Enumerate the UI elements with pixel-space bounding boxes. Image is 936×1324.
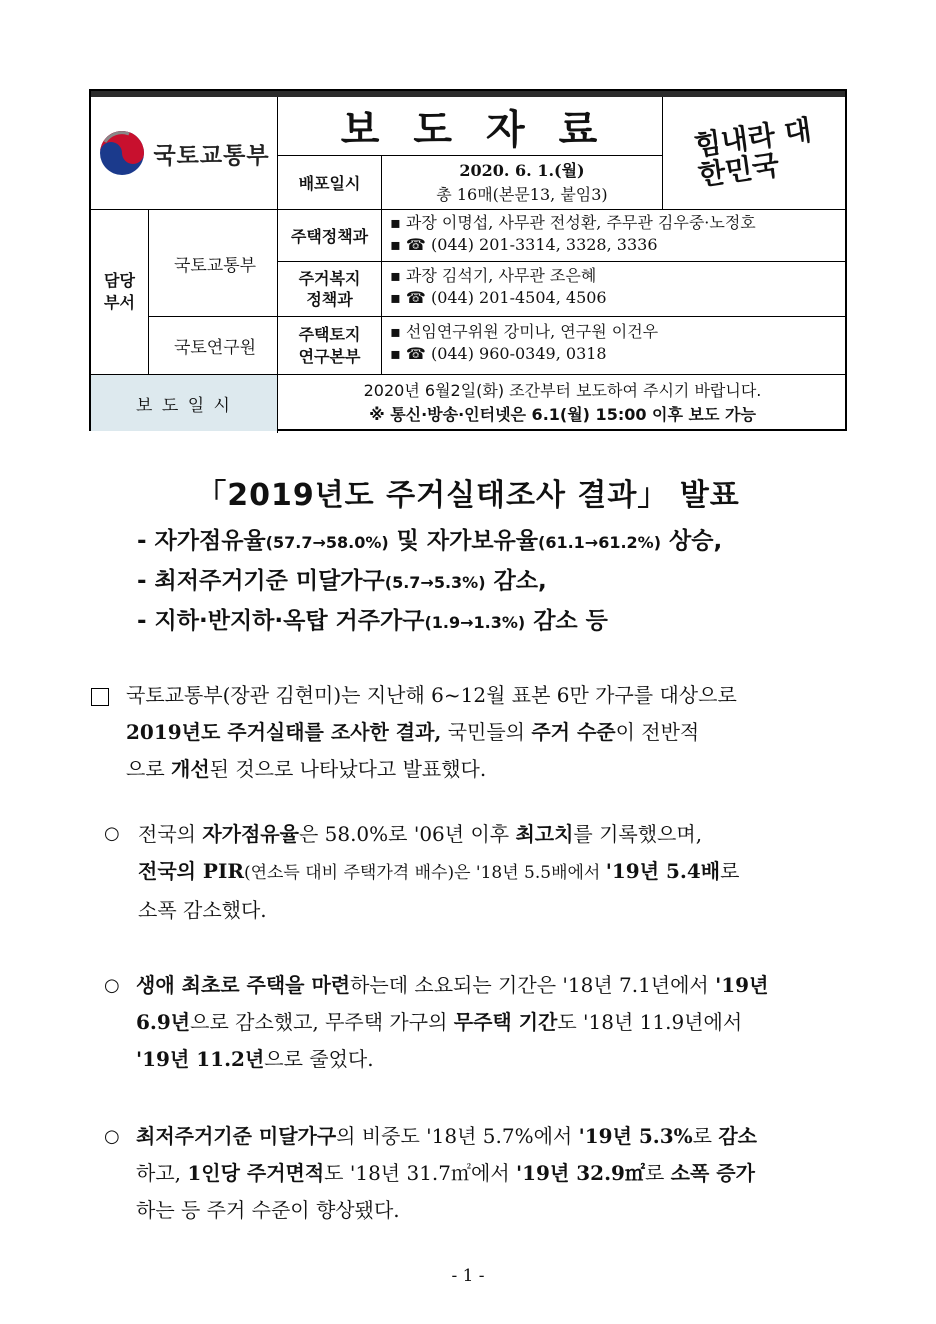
paragraph-bullet-2: 생애 최초로 주택을 마련하는데 소요되는 기간은 '18년 7.1년에서 '19년 6.9년으로 감소했고, 무주택 가구의 무주택 기간도 '18년 11.9년에서 '19년 11.2년으로 줄었다. (136, 973, 769, 1071)
division-name-line1: 주거복지 (298, 269, 361, 288)
release-info (278, 375, 847, 431)
distribution-date: 2020. 6. 1.(월) (459, 160, 585, 180)
distribution-label: 배포일시 (298, 174, 361, 193)
ministry-logo-area (91, 97, 278, 209)
division-name-line2: 연구본부 (298, 346, 361, 366)
headline-title: 「2019년도 주거실태조사 결과」 발표 (196, 478, 740, 513)
staff-list: ▪ 선임연구위원 강미나, 연구원 이건우 (390, 322, 659, 341)
ministry-name: 국토교통부 (153, 142, 270, 169)
dept-label-line1: 담당 (104, 271, 135, 290)
release-line1: 2020년 6월2일(화) 조간부터 보도하여 주시기 바랍니다. (363, 381, 762, 400)
distribution-pages: 총 16매(본문13, 붙임3) (436, 184, 608, 204)
division-name-line1: 주택토지 (298, 324, 361, 344)
division-housing-welfare-contact (382, 265, 847, 309)
phone-numbers: ▪ ☎ (044) 960-0349, 0318 (390, 344, 607, 363)
division-housing-welfare (278, 262, 381, 316)
paragraph-bullet-1: 전국의 자가점유율은 58.0%로 '06년 이후 최고치를 기록했으며, 전국의 PIR(연소득 대비 주택가격 배수)은 '18년 5.5배에서 '19년 5.4배로 소폭 감소했다. (138, 822, 740, 922)
release-label: 보 도 일 시 (136, 395, 232, 416)
paragraph-bullet-3: 최저주거기준 미달가구의 비중도 '18년 5.7%에서 '19년 5.3%로 감소 하고, 1인당 주거면적도 '18년 31.7㎡에서 '19년 32.9㎡로 소폭 증가 하는 등 주거 수준이 향상됐다. (136, 1124, 757, 1222)
phone-numbers: ▪ ☎ (044) 201-4504, 4506 (390, 288, 607, 307)
division-housing-land-research (278, 317, 381, 374)
page-number: - 1 - (451, 1266, 485, 1286)
press-header-table (89, 89, 847, 431)
headline-sub-2: - 최저주거기준 미달가구(5.7→5.3%) 감소, (137, 568, 547, 594)
circle-bullet-icon: ○ (104, 1126, 120, 1147)
staff-list: ▪ 과장 이명섭, 사무관 전성환, 주무관 김우중·노정호 (390, 213, 756, 232)
circle-bullet-icon: ○ (104, 975, 120, 996)
dept-label-line2: 부서 (104, 293, 135, 312)
press-release-title: 보도자료 (340, 106, 632, 153)
phone-numbers: ▪ ☎ (044) 201-3314, 3328, 3336 (390, 235, 658, 254)
division-housing-policy: 주택정책과 (290, 227, 369, 246)
slogan-area (664, 97, 847, 209)
paragraph-intro: 국토교통부(장관 김현미)는 지난해 6~12월 표본 6만 가구를 대상으로 2019년도 주거실태를 조사한 결과, 국민들의 주거 수준이 전반적 으로 개선된 것으로 나타났다고 발표했다. (126, 683, 737, 781)
org-krihs: 국토연구원 (173, 338, 257, 358)
division-housing-policy-contact (382, 212, 847, 256)
headline-sub-3: - 지하·반지하·옥탑 거주가구(1.9→1.3%) 감소 등 (137, 608, 608, 634)
division-housing-land-research-contact (382, 321, 847, 365)
release-line2: ※ 통신·방송·인터넷은 6.1(월) 15:00 이후 보도 가능 (369, 405, 756, 424)
slogan-calligraphy: 힘내라 대한민국 (691, 113, 814, 193)
dept-label (91, 210, 148, 374)
taeguk-emblem-icon (99, 130, 145, 176)
circle-bullet-icon: ○ (104, 823, 120, 844)
checkbox-bullet-icon (91, 688, 109, 706)
division-name-line2: 정책과 (306, 290, 353, 309)
org-molit: 국토교통부 (173, 255, 257, 276)
distribution-info (382, 156, 662, 209)
headline-sub-1: - 자가점유율(57.7→58.0%) 및 자가보유율(61.1→61.2%) 상승, (137, 528, 723, 554)
staff-list: ▪ 과장 김석기, 사무관 조은혜 (390, 266, 597, 285)
